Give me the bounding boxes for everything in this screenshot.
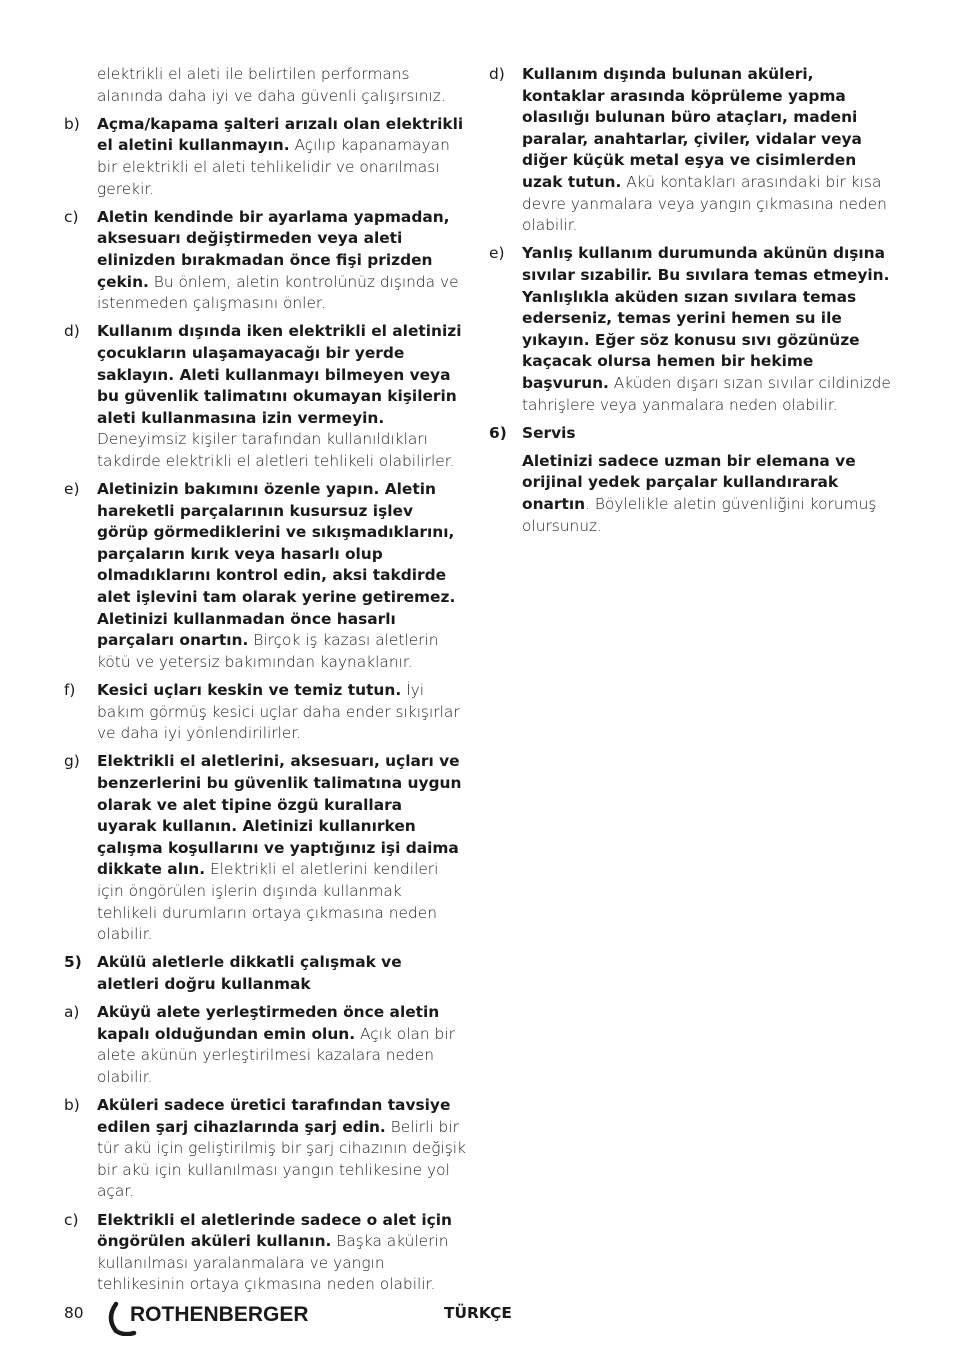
item-text: Bu önlem, aletin kontrolünüz dışında ve istenmeden çalışmasını önler. — [97, 272, 459, 313]
item-marker: g) — [64, 752, 80, 771]
item-bold-text: Aletinizin bakımını özenle yapın. Aletin hareketli parçalarının kusursuz işlev görüp görmediklerini ve sıkışmadıklarını, parçaların kırık veya hasarlı olup olmadıklarını kontrol edin, aksi takdirde alet işlevini tam olarak yerine getiremez. Aletinizi kullanmadan önce hasarlı parçaları onartın. — [97, 480, 456, 650]
item-text: Aküden dışarı sızan sıvılar cildinizde tahrişlere veya yanmalara neden olabilir. — [522, 373, 891, 414]
item-marker: c) — [64, 207, 79, 226]
section-heading — [64, 952, 466, 995]
item-text: Akü kontakları arasındaki bir kısa devre yanmalara veya yangın çıkmasına neden olabilir. — [522, 172, 887, 235]
instruction-item — [64, 64, 466, 107]
right-column — [489, 64, 891, 544]
item-marker: c) — [64, 1210, 79, 1229]
item-marker: d) — [489, 65, 505, 83]
brand-text: ROTHENBERGER — [130, 1303, 309, 1326]
instruction-item — [489, 64, 891, 237]
item-marker: b) — [64, 1096, 80, 1115]
item-bold-text: Elektrikli el aletlerinde sadece o alet için öngörülen aküleri kullanın. — [97, 1210, 453, 1251]
item-text: . Böylelikle aletin güvenliğini korumuş olursunuz. — [522, 495, 877, 535]
item-text: Açık olan bir alete akünün yerleştirilmesi kazalara neden olabilir. — [97, 1024, 455, 1086]
left-column — [64, 64, 466, 1303]
instruction-item — [64, 207, 466, 315]
item-text: elektrikli el aleti ile belirtilen performans alanında daha iyi ve daha güvenli çalışırsınız. — [97, 65, 446, 105]
instruction-item — [64, 751, 466, 945]
item-marker: b) — [64, 114, 80, 133]
item-bold-text: Aletin kendinde bir ayarlama yapmadan, aksesuarı değiştirmeden veya aleti elinizden bırakmadan önce fişi prizden çekin. — [97, 207, 450, 291]
item-bold-text: Aletinizi sadece uzman bir elemana ve orijinal yedek parçalar kullandırarak onartın — [522, 451, 856, 514]
instruction-item — [64, 680, 466, 745]
instruction-item — [64, 1095, 466, 1203]
item-marker: e) — [489, 244, 505, 263]
item-bold-text: Aküleri sadece üretici tarafından tavsiye edilen şarj cihazlarında şarj edin. — [97, 1096, 451, 1136]
language-label: TÜRKÇE — [444, 1304, 512, 1322]
item-bold-text: Elektrikli el aletlerini, aksesuarı, uçları ve benzerlerini bu güvenlik talimatına uygun olarak ve alet tipine özgü kurallara uyarak kullanın. Aletinizi kullanırken çalışma koşullarını ve yaptığınız işi daima dikkate alın. — [97, 752, 462, 879]
item-text: Başka akülerin kullanılması yaralanmalara ve yangın tehlikesinin ortaya çıkmasına neden olabilir. — [97, 1232, 449, 1294]
item-bold-text: Kesici uçları keskin ve temiz tutun. — [97, 681, 402, 699]
item-marker: d) — [64, 322, 80, 341]
item-text: İyi bakım görmüş kesici uçlar daha ender sıkışırlar ve daha iyi yönlendirilirler. — [97, 681, 460, 743]
page-footer — [0, 1300, 954, 1340]
section-number: 6) — [489, 423, 507, 442]
rothenberger-logo — [104, 1300, 350, 1336]
section-number: 5) — [64, 953, 82, 972]
item-text: Belirli bir tür akü için geliştirilmiş bir şarj cihazının değişik bir akü için kullanılması yangın tehlikesine yol açar. — [97, 1117, 466, 1201]
instruction-item — [64, 321, 466, 472]
instruction-item — [64, 1002, 466, 1088]
item-bold-text: Kullanım dışında iken elektrikli el aletinizi çocukların ulaşamayacağı bir yerde saklayın. Aleti kullanmayı bilmeyen veya bu güvenlik talimatını okumayan kişilerin aleti kullanmasına izin vermeyin. — [97, 322, 462, 427]
item-text: Deneyimsiz kişiler tarafından kullanıldıkları takdirde elektrikli el aletleri tehlikeli olabilirler. — [97, 430, 455, 470]
item-text: Elektrikli el aletlerini kendileri için öngörülen işlerin dışında kullanmak tehlikeli durumların ortaya çıkmasına neden olabilir. — [97, 860, 439, 944]
item-bold-text: Açma/kapama şalteri arızalı olan elektrikli el aletini kullanmayın. — [97, 114, 464, 155]
item-bold-text: Kullanım dışında bulunan aküleri, kontaklar arasında köprüleme yapma olasılığı bulunan büro ataçları, madeni paralar, anahtarlar, çiviler, vidalar veya diğer küçük metal eşya ve cisimlerden uzak tutun. — [522, 65, 862, 191]
item-bold-text: Yanlış kullanım durumunda akünün dışına sıvılar sızabilir. Bu sıvılara temas etmeyin. Yanlışlıkla aküden sızan sıvılara temas ederseniz, temas yerini hemen su ile yıkayın. Eğer söz konusu sıvı gözünüze kaçacak olursa hemen bir hekime başvurun. — [522, 244, 890, 392]
section-title: Servis — [522, 423, 576, 442]
section-heading — [489, 423, 891, 445]
section-title: Akülü aletlerle dikkatli çalışmak ve aletleri doğru kullanmak — [97, 953, 402, 993]
instruction-item — [489, 243, 891, 416]
item-marker: e) — [64, 480, 80, 499]
instruction-item — [64, 1210, 466, 1296]
item-text: Birçok iş kazası aletlerin kötü ve yetersiz bakımından kaynaklanır. — [97, 631, 439, 671]
item-marker: f) — [64, 681, 76, 699]
instruction-item — [64, 114, 466, 200]
instruction-item — [489, 451, 891, 537]
item-bold-text: Aküyü alete yerleştirmeden önce aletin kapalı olduğundan emin olun. — [97, 1003, 440, 1043]
item-text: Açılıp kapanamayan bir elektrikli el aleti tehlikelidir ve onarılması gerekir. — [97, 136, 450, 198]
instruction-item — [64, 479, 466, 673]
page-number: 80 — [64, 1304, 84, 1322]
item-marker: a) — [64, 1003, 80, 1022]
